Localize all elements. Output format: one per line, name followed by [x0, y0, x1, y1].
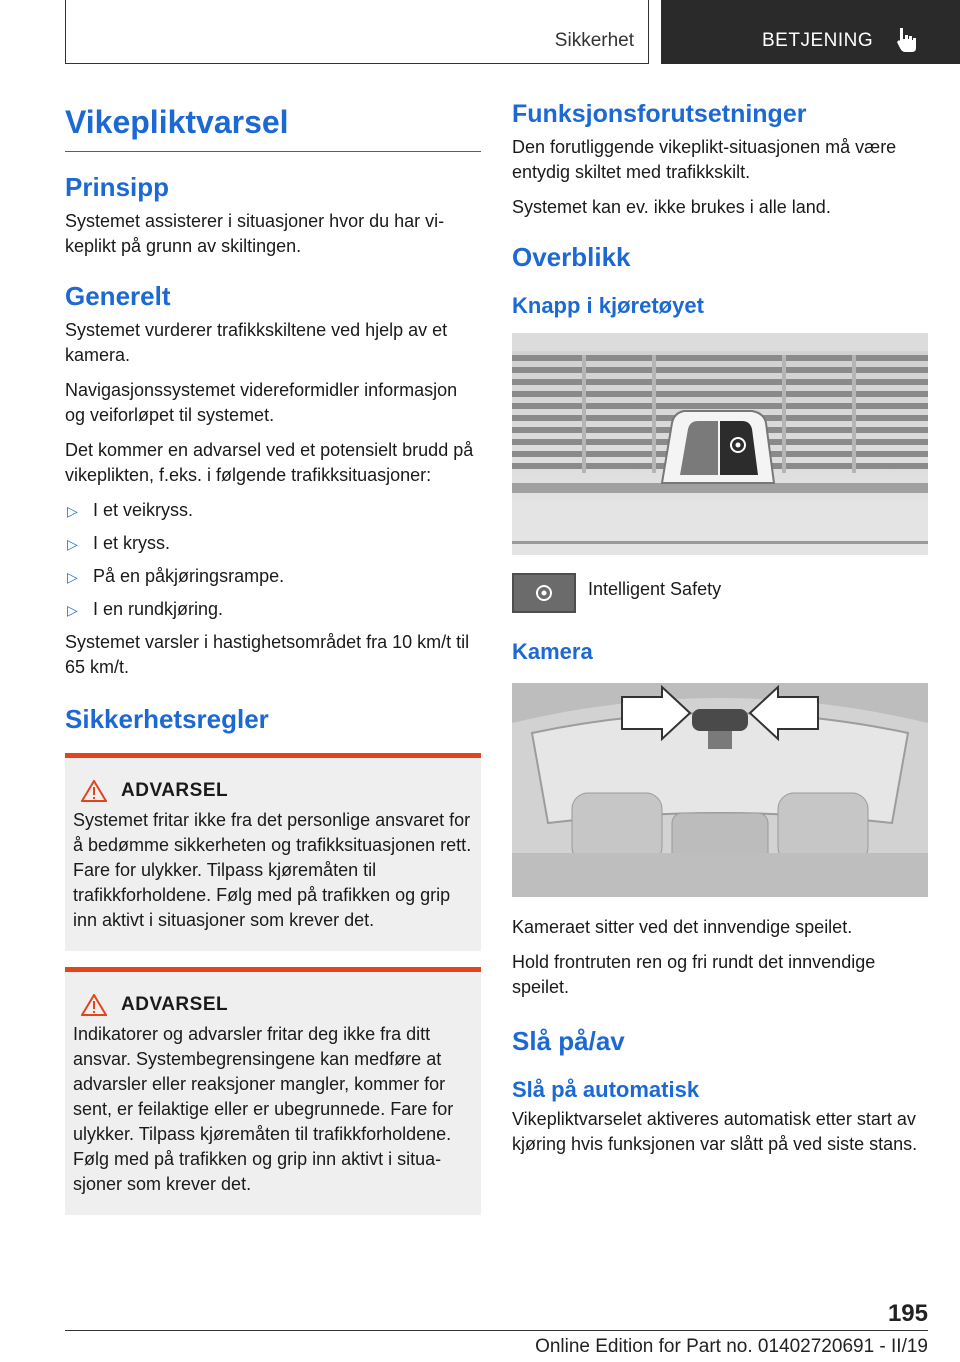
triangle-bullet-icon: ▷ — [67, 536, 78, 552]
footer-edition: Online Edition for Part no. 01402720691 - II/19 — [535, 1336, 928, 1357]
intelligent-safety-icon — [512, 573, 576, 613]
triangle-bullet-icon: ▷ — [67, 503, 78, 519]
triangle-bullet-icon: ▷ — [67, 569, 78, 585]
kamera-text-1: Kameraet sitter ved det innvendige speilet. — [512, 917, 853, 937]
warning-title: ADVARSEL — [121, 994, 229, 1015]
list-item: ▷ I et kryss. — [65, 531, 481, 556]
footer-rule — [65, 1330, 928, 1331]
list-item: ▷ På en påkjøringsrampe. — [65, 564, 481, 589]
button-panel-illustration — [512, 333, 928, 555]
list-item: ▷ I en rundkjøring. — [65, 597, 481, 622]
header-chapter-title: BETJENING — [762, 30, 874, 51]
sla-auto-text: Vikepliktvarselet aktiveres automatisk etter start av kjøring hvis funksjonen var slått på ved siste stans. — [512, 1109, 918, 1154]
generelt-text-3: Det kommer en advarsel ved et potensielt brudd på vikeplikten, f.eks. i følgende trafikksituasjoner: — [65, 440, 474, 485]
hand-pointer-icon — [896, 26, 918, 54]
generelt-text-4: Systemet varsler i hastighetsområdet fra 10 km/t til 65 km/t. — [65, 632, 470, 677]
page-title: Vikepliktvarsel — [65, 104, 289, 140]
page-number: 195 — [887, 1300, 928, 1327]
intelligent-safety-row — [512, 573, 928, 613]
warning-box-1 — [65, 753, 481, 951]
warning-text: Indikatorer og advarsler fritar deg ikke fra ditt ansvar. Systembegrensingene kan medføre at advarsler eller reaksjoner mangler, kommer for sent, er feilaktige eller er ubegrunnede. Fare for ulykker. Tilpass kjøremåten til trafikkforholdene. Følg med på trafikken og grip inn aktivt i situasjoner som krever det. — [73, 1024, 454, 1194]
generelt-text-1: Systemet vurderer trafikkskiltene ved hjelp av et kamera. — [65, 320, 448, 365]
camera-interior-illustration — [512, 683, 928, 897]
heading-funksjonsforutsetninger: Funksjonsforutsetninger — [512, 100, 807, 128]
kamera-text-2: Hold frontruten ren og fri rundt det innvendige speilet. — [512, 952, 876, 997]
funk-text-2: Systemet kan ev. ikke brukes i alle land. — [512, 197, 831, 217]
funk-text-1: Den forutliggende vikeplikt-situasjonen må være entydig skiltet med trafikkskilt. — [512, 137, 897, 182]
list-item: ▷ I et veikryss. — [65, 498, 481, 523]
title-rule — [65, 151, 481, 152]
intelligent-safety-label: Intelligent Safety — [588, 579, 722, 599]
heading-kamera: Kamera — [512, 639, 593, 664]
heading-knapp: Knapp i kjøretøyet — [512, 293, 704, 318]
generelt-text-2: Navigasjonssystemet videreformidler informasjon og veiforløpet til systemet. — [65, 380, 458, 425]
right-column — [512, 100, 928, 1167]
heading-sikkerhetsregler: Sikkerhetsregler — [65, 704, 269, 734]
situation-list — [65, 498, 481, 622]
heading-sla-pa-av: Slå på/av — [512, 1026, 625, 1056]
warning-triangle-icon — [81, 780, 107, 802]
warning-box-2 — [65, 967, 481, 1215]
header-chapter-box — [661, 0, 960, 64]
triangle-bullet-icon: ▷ — [67, 602, 78, 618]
header-section-box — [65, 0, 649, 64]
warning-text: Systemet fritar ikke fra det personlige ansvaret for å bedømme sikkerheten og trafikksituasjonen rett. Fare for ulykker. Tilpass kjøremåten til trafikkforholdene. Følg med på trafikken og grip inn aktivt i situasjoner som krever det. — [73, 810, 472, 930]
heading-generelt: Generelt — [65, 281, 171, 311]
heading-sla-pa-automatisk: Slå på automatisk — [512, 1077, 700, 1102]
prinsipp-text: Systemet assisterer i situasjoner hvor du har vikeplikt på grunn av skiltingen. — [65, 211, 445, 256]
warning-triangle-icon — [81, 994, 107, 1016]
left-column — [65, 100, 481, 1231]
heading-overblikk: Overblikk — [512, 242, 631, 272]
header-section-title: Sikkerhet — [554, 30, 634, 51]
warning-title: ADVARSEL — [121, 780, 229, 801]
heading-prinsipp: Prinsipp — [65, 172, 170, 202]
